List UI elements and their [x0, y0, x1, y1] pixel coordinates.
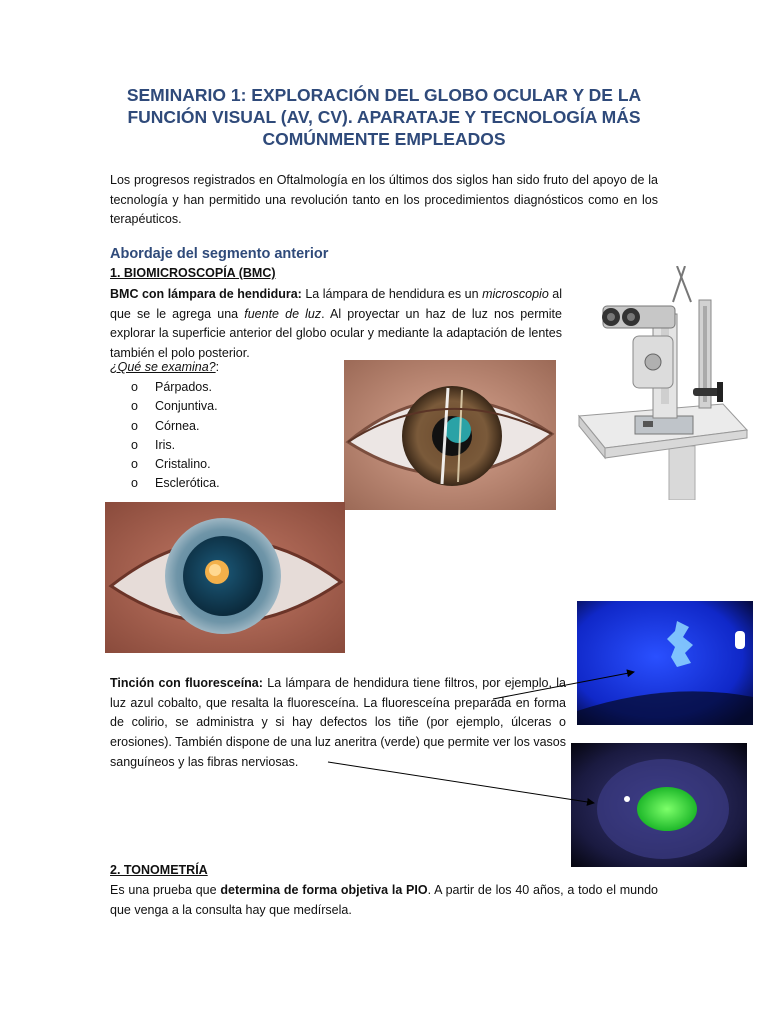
bmc-heading: 1. BIOMICROSCOPÍA (BMC): [110, 266, 276, 280]
list-item-text: Córnea.: [155, 418, 200, 433]
tonometry-bold: determina de forma objetiva la PIO: [220, 883, 428, 897]
list-bullet: o: [131, 437, 138, 452]
fluorescein-term: Tinción con fluoresceína:: [110, 676, 263, 690]
list-item-text: Conjuntiva.: [155, 399, 218, 414]
tonometry-heading: 2. TONOMETRÍA: [110, 863, 208, 877]
title-line-2: FUNCIÓN VISUAL (AV, CV). APARATAJE Y TECNOLOGÍA MÁS: [127, 107, 641, 127]
title-line-3: COMÚNMENTE EMPLEADOS: [262, 129, 506, 149]
bmc-term: BMC con lámpara de hendidura:: [110, 287, 302, 301]
list-bullet: o: [131, 399, 138, 414]
tonometry-text-2: . A partir de los 40 años, a todo el mundo que venga a la consulta hay que medírsela.: [110, 883, 658, 917]
question-colon: :: [215, 360, 220, 374]
intro-paragraph: Los progresos registrados en Oftalmología en los últimos dos siglos han sido fruto del apoyo de la tecnología y han permitido una revolución tanto en los procedimientos diagnósticos como en los terapéuticos.: [110, 173, 658, 226]
section-heading-anterior: Abordaje del segmento anterior: [110, 246, 329, 262]
bmc-emphasis-microscopio: microscopio: [482, 287, 549, 301]
list-bullet: o: [131, 380, 138, 394]
bmc-text-3: . Al proyectar un haz de luz nos permite explorar la superficie anterior del globo ocular y mediante la adaptación de lentes también el polo posterior.: [110, 306, 562, 360]
list-item-text: Iris.: [155, 437, 176, 452]
arrow-to-cobalt-image: [493, 672, 634, 699]
list-item-text: Cristalino.: [155, 457, 211, 472]
bmc-emphasis-fuente: fuente de luz: [244, 306, 322, 321]
bmc-text-2: al que se le agrega una: [110, 287, 563, 321]
list-item-text: Esclerótica.: [155, 476, 220, 491]
list-bullet: o: [131, 457, 138, 472]
tonometry-text-1: Es una prueba que: [110, 883, 221, 897]
title-line-1: SEMINARIO 1: EXPLORACIÓN DEL GLOBO OCULAR Y DE LA: [126, 85, 642, 105]
list-bullet: o: [131, 476, 138, 491]
list-item-text: Párpados.: [155, 380, 212, 394]
fluorescein-text: La lámpara de hendidura tiene filtros, por ejemplo, la luz azul cobalto, que resalta la fluoresceína. La fluoresceína preparada en forma de colirio, se administra y si hay defectos los tiñe (por ejemplo, úlceras o erosiones). También dispone de una luz aneritra (verde) que permite ver los vasos sanguíneos y las fibras nerviosas.: [110, 676, 567, 769]
arrow-to-green-image: [328, 762, 594, 803]
list-bullet: o: [131, 418, 138, 433]
question-text: ¿Qué se examina?: [110, 360, 216, 374]
bmc-text-1: La lámpara de hendidura es un: [301, 287, 483, 301]
tonometry-paragraph: [110, 881, 658, 920]
